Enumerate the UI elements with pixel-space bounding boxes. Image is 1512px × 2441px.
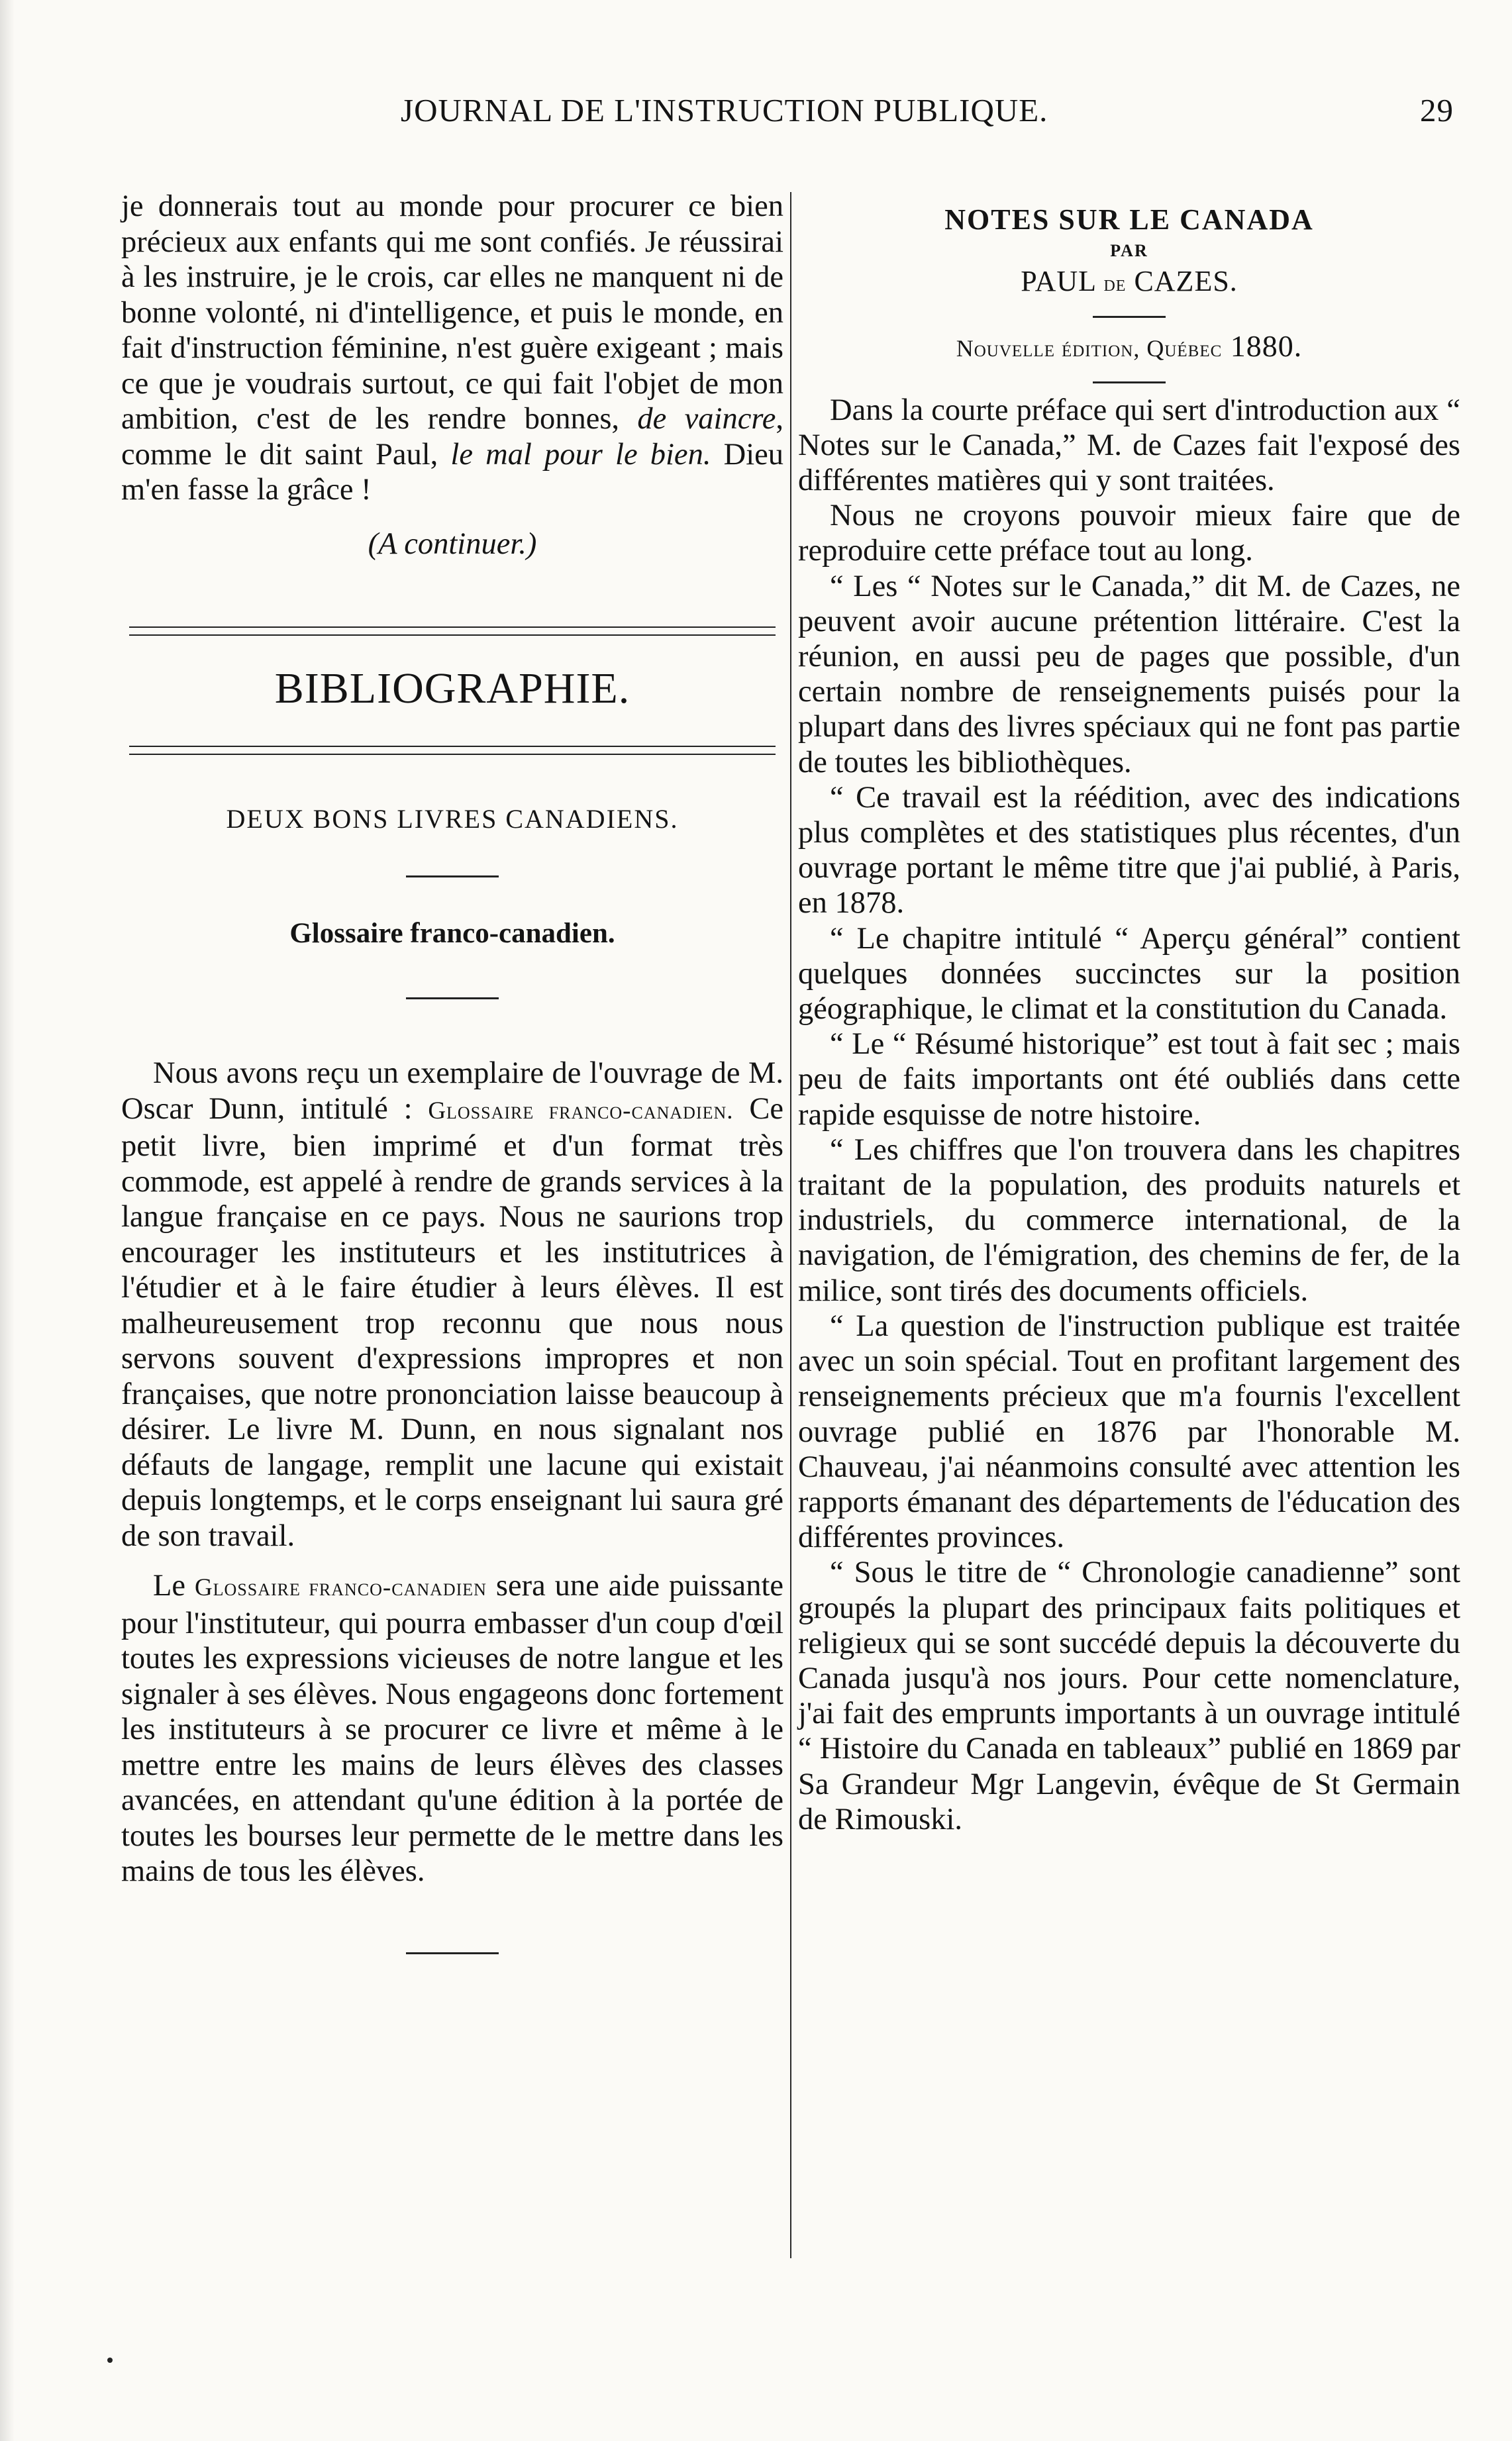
short-rule-end	[406, 1952, 499, 1954]
article-paragraph: Dans la courte préface qui sert d'introduction aux “ Notes sur le Canada,” M. de Cazes fait l'exposé des différentes matières qui y sont traitées.	[798, 393, 1460, 498]
article-paragraph: “ Les “ Notes sur le Canada,” dit M. de Cazes, ne peuvent avoir aucune prétention littéraire. C'est la réunion, en aussi peu de pages que possible, d'un certain nombre de renseignements puisés pour la plupart dans des livres spéciaux qui ne font pas partie de toutes les bibliothèques.	[798, 569, 1460, 779]
article-paragraph: Nous ne croyons pouvoir mieux faire que de reproduire cette préface tout au long.	[798, 499, 1460, 568]
short-rule-right-1	[1093, 316, 1166, 318]
short-rule-1	[406, 875, 499, 877]
page-number: 29	[1420, 92, 1454, 128]
para1-book-name: Glossaire franco-canadien.	[428, 1097, 734, 1124]
article-paragraph: “ Le chapitre intitulé “ Aperçu général” contient quelques données succinctes sur la position géographique, le climat et la constitution du Canada.	[798, 921, 1460, 1026]
column-divider	[790, 192, 791, 2258]
intro-text-mid: , comme le dit saint Paul,	[121, 402, 783, 472]
ink-speck	[107, 2358, 113, 2363]
page-edge-shadow	[0, 0, 15, 2441]
journal-title: JOURNAL DE L'INSTRUCTION PUBLIQUE.	[401, 92, 1048, 128]
para1-text-end: Ce petit livre, bien imprimé et d'un format très commode, est appelé à rendre de grands services à la langue française en ce pays. Nous ne saurions trop encourager les instituteurs et les institutrices à l'étudier et à le faire étudier à leurs élèves. Il est malheureusement trop reconnu que nous nous servons souvent d'expressions impropres et non françaises, que notre prononciation laisse beaucoup à désirer. Le livre M. Dunn, en nous signalant nos défauts de langage, remplit une lacune qui existait depuis longtemps, et le corps enseignant lui saura gré de son travail.	[121, 1091, 784, 1553]
author-particle: de	[1103, 272, 1127, 297]
para2-book-name: Glossaire franco-canadien	[194, 1574, 487, 1601]
edition-text: Nouvelle édition, Québec	[956, 335, 1223, 362]
article-par: PAR	[1110, 241, 1148, 261]
article-author	[798, 264, 1460, 301]
edition-year: 1880.	[1222, 329, 1303, 364]
article-title: NOTES SUR LE CANADA	[944, 203, 1314, 236]
para1-text-start: Nous avons reçu un exemplaire de l'ouvrage de M. Oscar Dunn, intitulé :	[121, 1056, 783, 1126]
article-edition	[798, 328, 1460, 366]
review-paragraph-2	[121, 1568, 783, 1889]
book-title-glossaire: Glossaire franco-canadien.	[289, 917, 615, 949]
article-paragraph: “ Le “ Résumé historique” est tout à fait sec ; mais peu de faits importants ont été oubliés dans cette rapide esquisse de notre histoire.	[798, 1027, 1460, 1132]
author-first: PAUL	[1021, 265, 1104, 298]
short-rule-2	[406, 997, 499, 999]
article-paragraph: “ Sous le titre de “ Chronologie canadienne” sont groupés la plupart des principaux faits politiques et religieux qui se sont succédé depuis la découverte du Canada jusqu'à nos jours. Pour cette nomenclature, j'ai fait des emprunts importants à un ouvrage intitulé “ Histoire du Canada en tableaux” publié en 1869 par Sa Grandeur Mgr Langevin, évêque de St Germain de Rimouski.	[798, 1556, 1460, 1836]
continued-note-text: (A continuer.)	[368, 526, 537, 561]
intro-text-end: Dieu m'en fasse la grâce !	[121, 437, 783, 507]
article-paragraph: “ Ce travail est la réédition, avec des indications plus complètes et des statistiques plus récentes, d'un ouvrage portant le même titre que j'ai publié, à Paris, en 1878.	[798, 780, 1460, 921]
short-rule-right-2	[1093, 381, 1166, 383]
double-rule-bottom	[129, 746, 776, 755]
right-column	[798, 202, 1460, 1837]
intro-italic-vaincre: de vaincre	[637, 402, 776, 436]
article-paragraph: “ La question de l'instruction publique est traitée avec un soin spécial. Tout en profitant largement des renseignements précieux que m'a fournis l'excellent ouvrage publié en 1876 par l'honorable M. Chauveau, j'ai néanmoins consulté avec attention les rapports émanant des départements de l'éducation des différentes provinces.	[798, 1309, 1460, 1555]
intro-paragraph	[121, 189, 783, 508]
continued-note	[121, 526, 783, 562]
double-rule-top	[129, 626, 776, 636]
running-header	[129, 85, 1454, 138]
review-paragraph-1	[121, 1056, 783, 1554]
intro-italic-mal-pour-bien: le mal pour le bien.	[450, 437, 711, 472]
section-title-bibliographie: BIBLIOGRAPHIE.	[274, 664, 630, 713]
author-last: CAZES.	[1126, 265, 1238, 298]
left-column	[121, 189, 783, 1954]
para2-text-start: Le	[153, 1569, 195, 1603]
intro-text-start: je donnerais tout au monde pour procurer ce bien précieux aux enfants qui me sont confiés. Je réussirai à les instruire, je le crois, car elles ne manquent ni de bonne volonté, ni d'intelligence, et puis le monde, en fait d'instruction féminine, n'est guère exigeant ; mais ce que je voudrais surtout, ce qui fait l'objet de mon ambition, c'est de les rendre bonnes,	[121, 189, 783, 436]
subsection-title: DEUX BONS LIVRES CANADIENS.	[226, 804, 679, 834]
para2-text-end: sera une aide puissante pour l'instituteur, qui pourra embasser d'un coup d'œil toutes les expressions vicieuses de notre langue et les signaler à ses élèves. Nous engageons donc fortement les instituteurs à se procurer ce livre et même à le mettre entre les mains de leurs élèves des classes avancées, en attendant qu'une édition à la portée de toutes les bourses leur permette de le mettre dans les mains de tous les élèves.	[121, 1569, 784, 1888]
article-paragraph: “ Les chiffres que l'on trouvera dans les chapitres traitant de la population, des produits naturels et industriels, du commerce international, de la navigation, de l'émigration, des chemins de fer, de la milice, sont tirés des documents officiels.	[798, 1132, 1460, 1308]
